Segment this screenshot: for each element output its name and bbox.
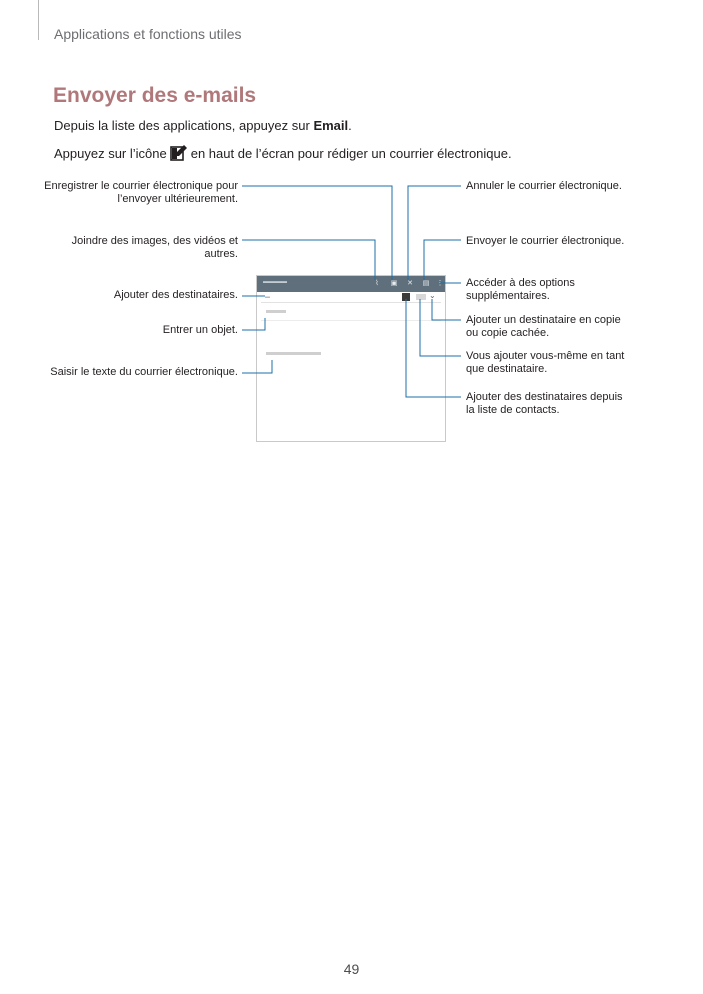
leader-send bbox=[424, 240, 461, 280]
intro-line-2-suffix: en haut de l’écran pour rédiger un courrier électronique. bbox=[190, 146, 512, 161]
running-header: Applications et fonctions utiles bbox=[54, 26, 242, 42]
page-number: 49 bbox=[343, 961, 360, 977]
email-app-name: Email bbox=[313, 118, 349, 133]
discard-icon[interactable]: ✕ bbox=[407, 280, 413, 287]
cc-bcc-chevron-icon[interactable]: ⌄ bbox=[429, 291, 436, 300]
intro-line-1-prefix: Depuis la liste des applications, appuyez sur bbox=[54, 118, 314, 133]
callout-discard: Annuler le courrier électronique. bbox=[466, 180, 622, 192]
callout-add-self: Vous ajouter vous-même en tant que destinataire. bbox=[466, 350, 625, 375]
attach-icon[interactable]: ⌇ bbox=[375, 280, 379, 287]
leader-attach bbox=[242, 240, 375, 280]
callout-subject: Entrer un objet. bbox=[162, 324, 238, 336]
to-field-blur: ▬ bbox=[265, 294, 270, 300]
callout-add-recipients: Ajouter des destinataires. bbox=[113, 289, 238, 301]
leader-subject bbox=[242, 318, 265, 330]
send-icon[interactable]: ▤ bbox=[422, 280, 430, 287]
callout-contacts: Ajouter des destinataires depuis la liste de contacts. bbox=[466, 391, 623, 416]
leader-discard bbox=[408, 186, 461, 280]
callout-body: Saisir le texte du courrier électronique. bbox=[50, 366, 238, 378]
callout-save-draft: Enregistrer le courrier électronique pour l’envoyer ultérieurement. bbox=[44, 180, 238, 205]
callout-attach: Joindre des images, des vidéos et autres. bbox=[71, 235, 238, 260]
callout-cc-bcc: Ajouter un destinataire en copie ou copie cachée. bbox=[466, 314, 621, 339]
intro-line-1-suffix: . bbox=[348, 118, 352, 133]
intro-line-2-prefix: Appuyez sur l’icône bbox=[54, 146, 167, 161]
leader-cc-bcc bbox=[432, 299, 461, 320]
leader-body bbox=[242, 360, 272, 373]
leader-contacts bbox=[406, 299, 461, 397]
page-title: Envoyer des e-mails bbox=[53, 84, 257, 107]
leader-add-self bbox=[420, 299, 461, 356]
leader-save-draft bbox=[242, 186, 392, 280]
more-options-icon[interactable]: ⋮ bbox=[436, 280, 444, 287]
app-bar-title-blur: ▬▬▬▬ bbox=[263, 279, 287, 285]
save-draft-icon[interactable]: ▣ bbox=[390, 280, 398, 287]
callout-send: Envoyer le courrier électronique. bbox=[466, 235, 625, 247]
callout-more-options: Accéder à des options supplémentaires. bbox=[466, 277, 575, 302]
